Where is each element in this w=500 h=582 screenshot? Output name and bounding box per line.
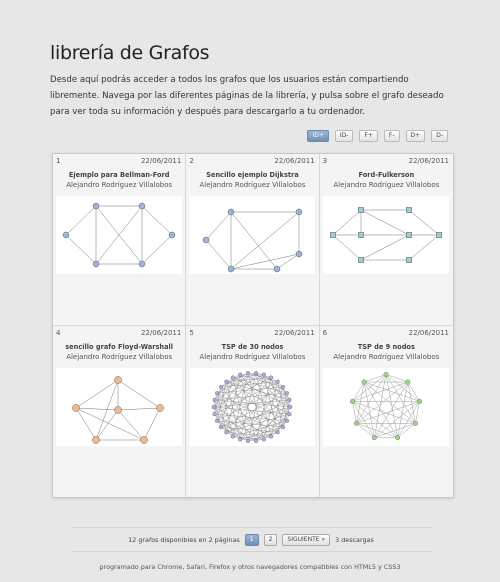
graph-node <box>354 421 359 426</box>
graph-node <box>289 405 293 409</box>
graph-name: sencillo grafo Floyd-Warshall <box>65 342 174 351</box>
sort-date-desc-button[interactable]: F- <box>384 130 400 142</box>
graph-node <box>330 232 335 237</box>
graph-drawing <box>56 368 182 446</box>
graph-node <box>239 437 243 441</box>
graph-card[interactable] <box>186 326 319 498</box>
graph-edge <box>96 410 118 440</box>
graph-number: 3 <box>322 157 328 165</box>
graph-number: 1 <box>56 157 61 165</box>
graph-author: Alejandro Rodríguez Villalobos <box>66 181 173 189</box>
graph-edge <box>361 235 409 260</box>
graph-edge <box>231 212 299 269</box>
graph-name: TSP de 30 nodos <box>221 342 284 351</box>
graph-grid <box>52 153 454 498</box>
graph-node <box>115 406 122 413</box>
graph-node <box>262 372 266 376</box>
graph-thumbnail[interactable] <box>323 368 449 446</box>
graph-node <box>220 385 224 389</box>
graph-number: 2 <box>189 157 194 165</box>
graph-edge <box>206 240 231 269</box>
graph-drawing <box>189 196 315 274</box>
graph-thumbnail[interactable] <box>56 196 182 274</box>
download-count: 3 descargas <box>335 535 374 544</box>
graph-thumbnail[interactable] <box>323 196 449 274</box>
footer-text: programado para Chrome, Safari, Firefox y otros navegadores compatibles con HTML5 y CSS3 <box>99 563 401 571</box>
graph-edge <box>333 235 361 260</box>
graph-node <box>270 375 274 379</box>
graph-date: 22/06/2011 <box>140 157 182 165</box>
pagination-bar <box>71 527 431 552</box>
graph-name: Ford-Fulkerson <box>358 171 415 179</box>
page-1-button[interactable]: 1 <box>245 534 259 546</box>
graph-node <box>63 232 69 238</box>
graph-node <box>281 385 285 389</box>
graph-card[interactable] <box>186 154 319 326</box>
graph-node <box>362 379 367 384</box>
graph-node <box>254 371 258 375</box>
intro-text: Desde aquí podrás acceder a todos los grafos que los usuarios están compartiendo libremente. Navega por las diferentes páginas de la librería, y pulsa sobre el grafo deseado para ver toda su información y después para descargarlo a tu ordenador. <box>50 75 444 117</box>
sort-downloads-desc-button[interactable]: D- <box>431 130 448 142</box>
graph-node <box>276 379 280 383</box>
graph-node <box>239 372 243 376</box>
graph-node <box>216 419 220 423</box>
graph-node <box>413 421 418 426</box>
graph-date: 22/06/2011 <box>274 157 315 165</box>
graph-node <box>231 434 235 438</box>
graph-node <box>220 425 224 429</box>
graph-node <box>73 404 80 411</box>
graph-node <box>383 372 388 377</box>
graph-drawing <box>56 196 182 274</box>
graph-node <box>285 419 289 423</box>
graph-node <box>231 375 235 379</box>
graph-edge <box>386 374 408 382</box>
graph-node <box>296 251 302 257</box>
graph-node <box>358 207 363 212</box>
graph-date: 22/06/2011 <box>140 328 182 337</box>
graph-edge <box>76 408 118 410</box>
graph-number: 5 <box>189 328 194 337</box>
graph-node <box>350 399 355 404</box>
graph-edge <box>118 380 160 408</box>
graph-thumbnail[interactable] <box>56 368 182 446</box>
graph-author: Alejandro Rodríguez Villalobos <box>66 352 173 361</box>
graph-edge <box>76 380 118 408</box>
graph-node <box>288 398 292 402</box>
graph-edge <box>142 235 172 264</box>
graph-edge <box>352 401 397 437</box>
graph-node <box>246 439 250 443</box>
graph-card[interactable] <box>320 154 453 326</box>
graph-edge <box>206 212 231 240</box>
graph-edge <box>364 382 419 401</box>
graph-node <box>169 232 175 238</box>
graph-date: 22/06/2011 <box>408 328 449 337</box>
graph-node <box>276 430 280 434</box>
graph-author: Alejandro Rodríguez Villalobos <box>199 181 306 189</box>
graph-node <box>270 434 274 438</box>
graph-node <box>254 439 258 443</box>
graph-card[interactable] <box>53 326 186 498</box>
sort-id-desc-button[interactable]: ID- <box>335 130 354 142</box>
graph-author: Alejandro Rodríguez Villalobos <box>199 352 306 361</box>
graph-node <box>139 203 145 209</box>
graph-node <box>372 435 377 440</box>
graph-edge <box>352 382 407 401</box>
sort-toolbar <box>307 130 448 142</box>
graph-edge <box>364 374 386 382</box>
graph-edge <box>231 212 277 269</box>
graph-author: Alejandro Rodríguez Villalobos <box>333 181 440 189</box>
graph-node <box>406 207 411 212</box>
sort-id-asc-button[interactable]: ID+ <box>307 130 328 142</box>
graph-node <box>436 232 441 237</box>
sort-downloads-asc-button[interactable]: D+ <box>406 130 426 142</box>
graph-node <box>358 232 363 237</box>
graph-drawing <box>323 196 449 274</box>
graph-edge <box>333 210 361 235</box>
graph-drawing <box>323 368 449 446</box>
graph-node <box>405 379 410 384</box>
graph-node <box>93 436 100 443</box>
graph-edge <box>66 206 96 235</box>
graph-node <box>228 266 234 272</box>
graph-node <box>228 209 234 215</box>
graph-card[interactable] <box>320 326 453 498</box>
graph-edge <box>66 235 96 264</box>
graph-node <box>216 391 220 395</box>
graph-edge <box>118 408 160 410</box>
graph-node <box>246 371 250 375</box>
graph-author: Alejandro Rodríguez Villalobos <box>333 352 440 361</box>
graph-drawing <box>189 368 315 446</box>
graph-node <box>115 376 122 383</box>
graph-node <box>203 237 209 243</box>
graph-edge <box>142 206 172 235</box>
graph-node <box>157 404 164 411</box>
graph-node <box>358 257 363 262</box>
graph-node <box>141 436 148 443</box>
graph-node <box>225 430 229 434</box>
graph-node <box>213 398 217 402</box>
graph-node <box>406 257 411 262</box>
graph-thumbnail[interactable] <box>189 368 315 446</box>
graph-card[interactable] <box>53 154 186 326</box>
graph-edge <box>409 235 439 260</box>
graph-edge <box>356 423 374 437</box>
graph-name: TSP de 9 nodos <box>357 342 415 351</box>
graph-node <box>213 412 217 416</box>
graph-node <box>139 261 145 267</box>
graph-edge <box>118 410 144 440</box>
graph-node <box>395 435 400 440</box>
graph-node <box>93 261 99 267</box>
graph-node <box>417 399 422 404</box>
graph-number: 4 <box>56 328 61 337</box>
graph-node <box>406 232 411 237</box>
graph-node <box>285 391 289 395</box>
graph-date: 22/06/2011 <box>408 157 449 165</box>
graph-node <box>274 266 280 272</box>
graph-node <box>262 437 266 441</box>
graph-node <box>93 203 99 209</box>
graph-edge <box>374 401 419 437</box>
graph-edge <box>409 210 439 235</box>
graph-node <box>281 425 285 429</box>
next-page-button[interactable]: SIGUIENTE » <box>282 534 330 546</box>
graph-edge <box>144 408 160 440</box>
graph-edge <box>361 210 409 235</box>
graph-name: Ejemplo para Bellman-Ford <box>68 171 170 179</box>
graph-node <box>288 412 292 416</box>
page-2-button[interactable]: 2 <box>264 534 278 546</box>
page-title: librería de Grafos <box>50 42 210 64</box>
graph-date: 22/06/2011 <box>274 328 315 337</box>
graph-edge <box>397 423 415 437</box>
graph-number: 6 <box>322 328 328 337</box>
graph-count-summary: 12 grafos disponibles en 2 páginas <box>128 535 240 544</box>
graph-name: Sencillo ejemplo Dijkstra <box>206 171 299 179</box>
graph-node <box>296 209 302 215</box>
graph-node <box>225 379 229 383</box>
graph-edge <box>231 254 299 269</box>
graph-thumbnail[interactable] <box>189 196 315 274</box>
sort-date-asc-button[interactable]: F+ <box>359 130 377 142</box>
graph-node <box>212 405 216 409</box>
